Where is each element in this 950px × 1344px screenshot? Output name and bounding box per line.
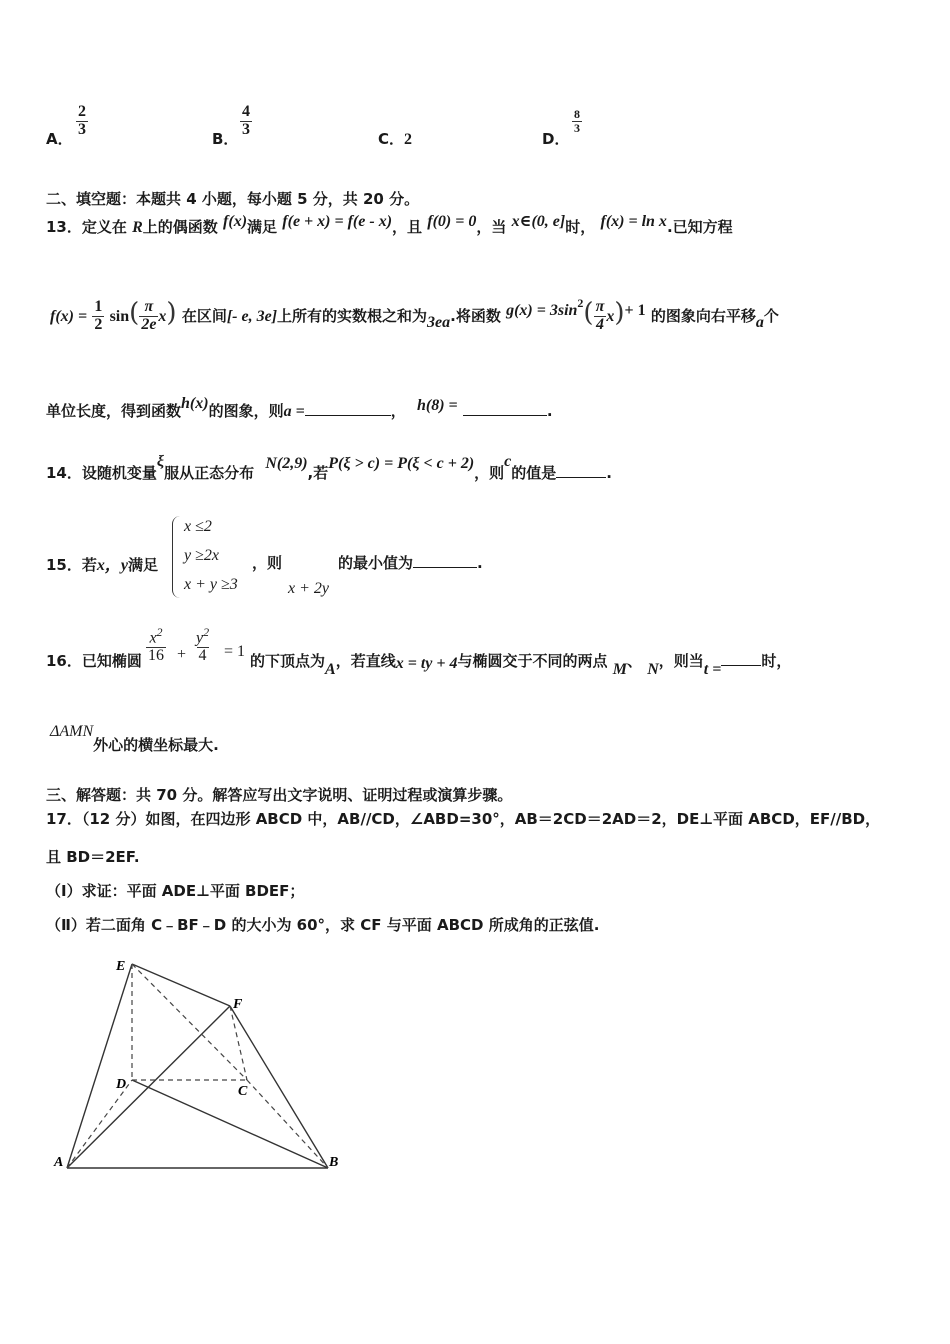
section-2-heading: 二、填空题：本题共 4 小题，每小题 5 分，共 20 分。 [46,190,420,208]
q13-line-2 [50,298,779,334]
q15-blank [413,567,477,568]
edge-CB [247,1080,328,1168]
q14-cond: P(ξ > c) = P(ξ < c + 2) [328,455,475,472]
option-d-num: 8 [574,107,580,121]
q13-cond-1: f(e + x) = f(e - x) [282,213,393,230]
q13-fx: f(x) [223,213,248,230]
label-C: C [238,1084,248,1099]
q16-text-5: ，则当 [658,652,704,670]
q13-h8: h(8) = [416,397,458,414]
label-F: F [233,997,243,1012]
q16-N: N [647,661,659,678]
option-b-num: 4 [242,103,250,120]
q16-line-1 [46,650,142,671]
q16-text-7: 外心的横坐标最大. [93,736,219,754]
q13-text-2: 上的偶函数 [142,218,218,236]
q13-g-frac [594,299,607,334]
q15-xy: x，y [96,557,128,574]
option-b-den: 3 [242,120,250,138]
option-a-label: A． [46,130,73,148]
q16-plus: + [177,646,187,663]
label-A: A [54,1155,64,1170]
q15-constraint-3: x + y ≥3 [184,576,238,593]
q14-number: 14． [46,464,82,482]
q17-part-2: （Ⅱ）若二面角 C﹣BF﹣D 的大小为 60°，求 CF 与平面 ABCD 所成角的正弦值. [46,916,600,934]
q16-line-eq: x = ty + 4 [395,655,458,672]
q16-t-eq: t = [703,661,722,678]
q13-eq-pi: π [144,298,154,316]
q13-number: 13． [46,218,82,236]
edge-DB [132,1080,328,1168]
q13-text-13: 单位长度，得到函数 [46,402,182,420]
q13-eq-half-den: 2 [94,316,103,333]
q16-triangle: ΔAMN [50,723,94,740]
q16-A: A [325,661,336,678]
q15-number: 15． [46,556,82,574]
q13-eq-2e: 2e [141,316,157,333]
q15-constraint-1: x ≤2 [184,518,212,535]
option-d-label: D． [542,130,570,148]
option-c-value: 2 [404,131,413,148]
q16-M: M [612,661,627,678]
label-D: D [116,1077,127,1092]
q13-g-paren-close: ) [614,298,625,328]
section-3-heading: 三、解答题：共 70 分。解答应写出文字说明、证明过程或演算步骤。 [46,786,513,804]
q13-g-4: 4 [595,316,604,333]
q14-text-2: 服从正态分布 [164,464,255,482]
q13-text-12: 个 [763,307,779,325]
q13-text-16: . [546,402,553,420]
q13-text-10: .将函数 [450,307,501,325]
q15-constraint-2: y ≥2x [184,547,219,564]
q13-R: R [132,219,143,236]
q14-line [46,453,612,483]
q13-g-plus: + 1 [624,302,646,319]
q14-text-5: 的值是 [511,464,557,482]
q13-eq-half [92,299,104,334]
edge-FC [230,1006,247,1080]
q13-text-6: 时， [565,218,596,236]
q13-text-15: ， [390,402,406,420]
q13-a-eq: a = [283,403,305,420]
label-E: E [116,959,126,974]
q15-text-3: ，则 [252,554,283,572]
option-d-den: 3 [574,120,580,135]
q14-text-4: ，则 [474,464,505,482]
option-a-num: 2 [78,103,86,120]
option-c-label: C． [378,130,405,148]
q13-eq-lhs: f(x) = [50,308,88,325]
q13-text-11: 的图象向右平移 [650,307,756,325]
q16-text-4: 与椭圆交于不同的两点 [457,652,608,670]
option-b-fraction [240,104,252,139]
q16-d16: 16 [148,647,164,665]
q13-blank-a [305,415,391,416]
q14-c: c [504,453,512,470]
q16-eq1: = 1 [224,643,246,660]
q13-blank-h8 [463,415,547,416]
option-d-fraction [572,108,582,134]
q13-eq-x: x [158,308,167,325]
q13-paren-close: ) [166,298,177,328]
q16-sep: 、 [626,652,642,670]
q15-text-1: 若 [81,556,97,574]
q13-g-paren-open: ( [583,298,594,328]
edge-AD [67,1080,132,1168]
q13-sum: 3ea [427,314,451,331]
q14-dist: N(2,9) [265,455,308,472]
q17-line-1: 17．（12 分）如图，在四边形 ABCD 中，AB//CD，∠ABD=30°，AB＝2CD＝2AD＝2，DE⊥平面 ABCD，EF//BD， [46,810,881,828]
q13-eq-pi-frac [139,299,158,334]
q16-x: x [149,629,157,647]
q13-text-14: 的图象，则 [208,402,284,420]
q15-expr: x + 2y [288,580,329,597]
q13-paren-open: ( [129,298,140,328]
q16-y: y [196,629,204,647]
q14-xi: ξ [156,453,165,470]
q13-hx: h(x) [181,395,209,412]
q13-cond-3: x∈(0, e] [511,213,566,230]
q13-text-8: 在区间 [181,307,227,325]
edge-EC [132,964,247,1080]
q15-text-5: . [477,554,483,572]
q16-number: 16． [46,652,82,670]
q17-part-1: （Ⅰ）求证：平面 ADE⊥平面 BDEF； [46,882,305,900]
q14-text-3: ,若 [307,464,329,482]
q16-text-1: 已知椭圆 [81,652,142,670]
q15-text-4: 的最小值为 [338,554,414,572]
q13-text-5: ，当 [476,218,507,236]
q15-tail [338,552,483,573]
option-a-den: 3 [78,120,86,138]
option-b-label: B． [212,130,239,148]
q16-line-1-tail [250,650,792,678]
q16-frac-x [146,626,166,665]
q14-text-6: . [606,464,612,482]
q13-g-square: 2 [577,296,584,310]
q15-label [46,552,158,575]
q13-g-x: x [606,308,615,325]
q13-interval: [- e, 3e] [226,308,278,325]
q16-blank [721,665,761,666]
q13-a-var: a [755,314,764,331]
q16-line-2 [50,723,219,754]
q15-brace [172,516,183,598]
option-a-fraction [76,104,88,139]
q13-eq-sin: sin [109,308,130,325]
q16-frac-y [194,626,211,665]
q16-d4: 4 [198,647,207,665]
q13-text-3: 满足 [247,218,278,236]
q13-line-1 [46,213,926,237]
q16-text-2: 的下顶点为 [250,652,326,670]
q15-text-2: 满足 [128,556,159,574]
option-c [378,128,412,149]
q13-g-pi: π [595,298,605,316]
q17-line-2: 且 BD＝2EF. [46,848,140,866]
q16-y-square: 2 [203,625,210,639]
label-B: B [329,1155,339,1170]
q16-x-square: 2 [156,625,163,639]
q13-text-4: ，且 [392,218,423,236]
edge-EF [132,964,230,1006]
q14-text-1: 设随机变量 [81,464,157,482]
q13-g-lhs: g(x) = 3sin [506,302,578,319]
geometry-figure [40,944,370,1184]
q13-cond-2: f(0) = 0 [427,213,477,230]
q13-text-1: 定义在 [81,218,127,236]
q14-blank [556,477,606,478]
edge-AE [67,964,132,1168]
q16-text-3: ，若直线 [335,652,396,670]
q13-text-9: 上所有的实数根之和为 [277,307,428,325]
q13-line-3 [46,395,553,421]
q16-text-6: 时， [761,652,792,670]
q13-eq-half-num: 1 [94,298,103,316]
q13-text-7: .已知方程 [666,218,733,236]
q13-cond-4: f(x) = ln x [600,213,667,230]
